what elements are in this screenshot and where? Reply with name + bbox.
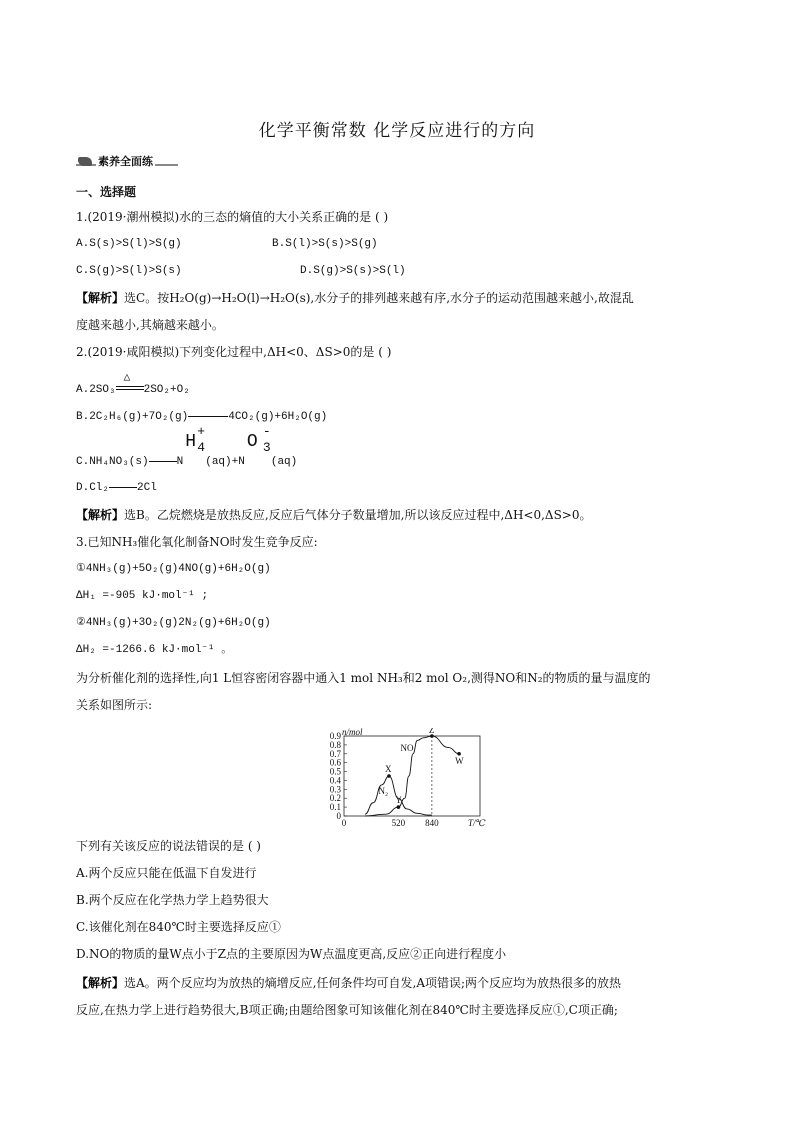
q2-option-a	[76, 372, 190, 398]
q3-analysis-line-2: 反应,在热力学上进行趋势很大,B项正确;由题给图象可知该催化剂在840℃时主要选择反应①,C项正确;	[76, 1003, 618, 1017]
ion-nh4	[183, 424, 206, 464]
x-tick-label: 840	[425, 818, 439, 828]
y-tick-label: 0.4	[329, 775, 341, 786]
q1-option-b: B.S(l)>S(s)>S(g)	[272, 238, 378, 250]
x-tick-label: 0	[341, 818, 347, 828]
q3-description-2: 关系如图所示:	[76, 698, 153, 712]
y-tick-label: 0.1	[329, 802, 341, 813]
q3-reaction-1: ①4NH₃(g)+5O₂(g)4NO(g)+6H₂O(g)	[76, 563, 271, 575]
y-tick-label: 0.7	[329, 748, 341, 759]
q1-option-c: C.S(g)>S(l)>S(s)	[76, 265, 182, 277]
q3-reaction-2-dh: ΔH₂ =-1266.6 kJ·mol⁻¹ 。	[76, 644, 233, 656]
q3-option-c: C.该催化剂在840℃时主要选择反应①	[76, 920, 281, 934]
q2-option-a-reactant: A.2SO₃	[76, 384, 116, 396]
section-badge	[76, 156, 180, 168]
ion-o: O	[246, 432, 258, 452]
badge-label: 素养全面练	[98, 155, 153, 168]
q2-option-a-product: 2SO₂+O₂	[143, 384, 190, 396]
q1-stem: 1.(2019·潮州模拟)水的三态的熵值的大小关系正确的是 ( )	[76, 210, 389, 224]
heat-arrow	[116, 372, 144, 396]
point-label-z: Z	[428, 728, 435, 735]
q2-option-c-reactant: C.NH₄NO₃(s)	[76, 456, 149, 468]
q2-analysis-text: 选B。乙烷燃烧是放热反应,反应后气体分子数量增加,所以该反应过程中,ΔH<0,ΔS>0。	[124, 508, 592, 522]
point-x	[387, 774, 391, 778]
long-equals	[149, 461, 177, 462]
q1-analysis-line-2: 度越来越小,其熵越来越小。	[76, 318, 224, 332]
ion-plus: +	[197, 424, 206, 439]
point-label-y: Y	[395, 795, 402, 806]
q3-option-b: B.两个反应在化学热力学上趋势很大	[76, 893, 269, 907]
n-vs-temperature-chart	[320, 728, 490, 830]
point-y	[397, 805, 401, 809]
point-label-x: X	[384, 764, 392, 774]
y-tick-label: 0.9	[329, 731, 341, 741]
aq-label-1: (aq)+	[205, 456, 239, 468]
ion-sub4: 4	[197, 440, 206, 455]
q2-option-d-product: 2Cl	[137, 482, 157, 494]
y-tick-label: 0.6	[329, 757, 341, 768]
q2-option-d	[76, 480, 157, 496]
equals-line-1	[116, 386, 144, 387]
q3-analysis-text: 选A。两个反应均为放热的熵增反应,任何条件均可自发,A项错误;两个反应均为放热很多的放热	[124, 976, 622, 990]
q2-stem: 2.(2019·咸阳模拟)下列变化过程中,ΔH<0、ΔS>0的是 ( )	[76, 345, 392, 359]
y-tick-label: 0.8	[329, 739, 341, 750]
q1-option-a: A.S(s)>S(l)>S(g)	[76, 238, 182, 250]
x-axis-label: T/℃	[468, 818, 486, 828]
q1-analysis-line-1	[76, 290, 634, 306]
q3-description-1: 为分析催化剂的选择性,向1 L恒容密闭容器中通入1 mol NH₃和2 mol O₂,测得NO和N₂的物质的量与温度的	[76, 671, 651, 685]
leaf-icon	[78, 157, 92, 166]
q2-analysis-line-1	[76, 507, 592, 523]
q1-option-d: D.S(g)>S(s)>S(l)	[300, 265, 406, 277]
q3-option-a: A.两个反应只能在低温下自发进行	[76, 866, 257, 880]
long-equals	[188, 416, 228, 417]
q2-option-d-reactant: D.Cl₂	[76, 482, 110, 494]
y-tick-label: 0.3	[329, 784, 341, 795]
q3-ask: 下列有关该反应的说法错误的是 ( )	[76, 839, 261, 853]
heat-symbol: △	[123, 372, 131, 385]
q2-option-c	[76, 424, 298, 470]
ion-n2: N	[238, 456, 245, 468]
q2-analysis-tag: 【解析】	[76, 508, 125, 522]
long-equals	[109, 487, 137, 488]
y-axis-label: n/mol	[342, 728, 363, 737]
x-tick-label: 520	[391, 818, 406, 828]
q3-analysis-line-1	[76, 975, 621, 991]
aq-label-2: (aq)	[270, 456, 298, 468]
page-title: 化学平衡常数 化学反应进行的方向	[258, 121, 536, 141]
q2-option-b-product: 4CO₂(g)+6H₂O(g)	[228, 411, 328, 423]
equals-line-2	[116, 389, 144, 390]
q3-analysis-tag: 【解析】	[76, 976, 125, 990]
q3-reaction-2: ②4NH₃(g)+3O₂(g)2N₂(g)+6H₂O(g)	[76, 617, 271, 629]
q2-option-b	[76, 409, 327, 425]
y-tick-label: 0.5	[329, 766, 341, 777]
series-label-n2: N₂	[378, 785, 389, 796]
ion-no3	[245, 424, 271, 464]
y-tick-label: 0.2	[329, 793, 341, 804]
ion-sub3: 3	[262, 440, 271, 455]
ion-h: H	[185, 432, 197, 452]
series-label-no: NO	[400, 743, 414, 754]
q3-reaction-1-dh: ΔH₁ =-905 kJ·mol⁻¹ ;	[76, 590, 209, 602]
q3-option-d: D.NO的物质的量W点小于Z点的主要原因为W点温度更高,反应②正向进行程度小	[76, 947, 507, 961]
ion-n: N	[176, 456, 184, 468]
q1-analysis-text: 选C。按H₂O(g)→H₂O(l)→H₂O(s),水分子的排列越来越有序,水分子的运动范围越来越小,故混乱	[124, 291, 634, 305]
section-heading: 一、选择题	[76, 185, 137, 199]
q2-option-b-reactant: B.2C₂H₆(g)+7O₂(g)	[76, 411, 189, 423]
q1-analysis-tag: 【解析】	[76, 291, 125, 305]
q3-stem: 3.已知NH₃催化氧化制备NO时发生竞争反应:	[76, 535, 318, 549]
y-tick-label: 0	[336, 811, 341, 821]
point-label-w: W	[455, 755, 464, 766]
ion-minus: -	[262, 424, 271, 439]
